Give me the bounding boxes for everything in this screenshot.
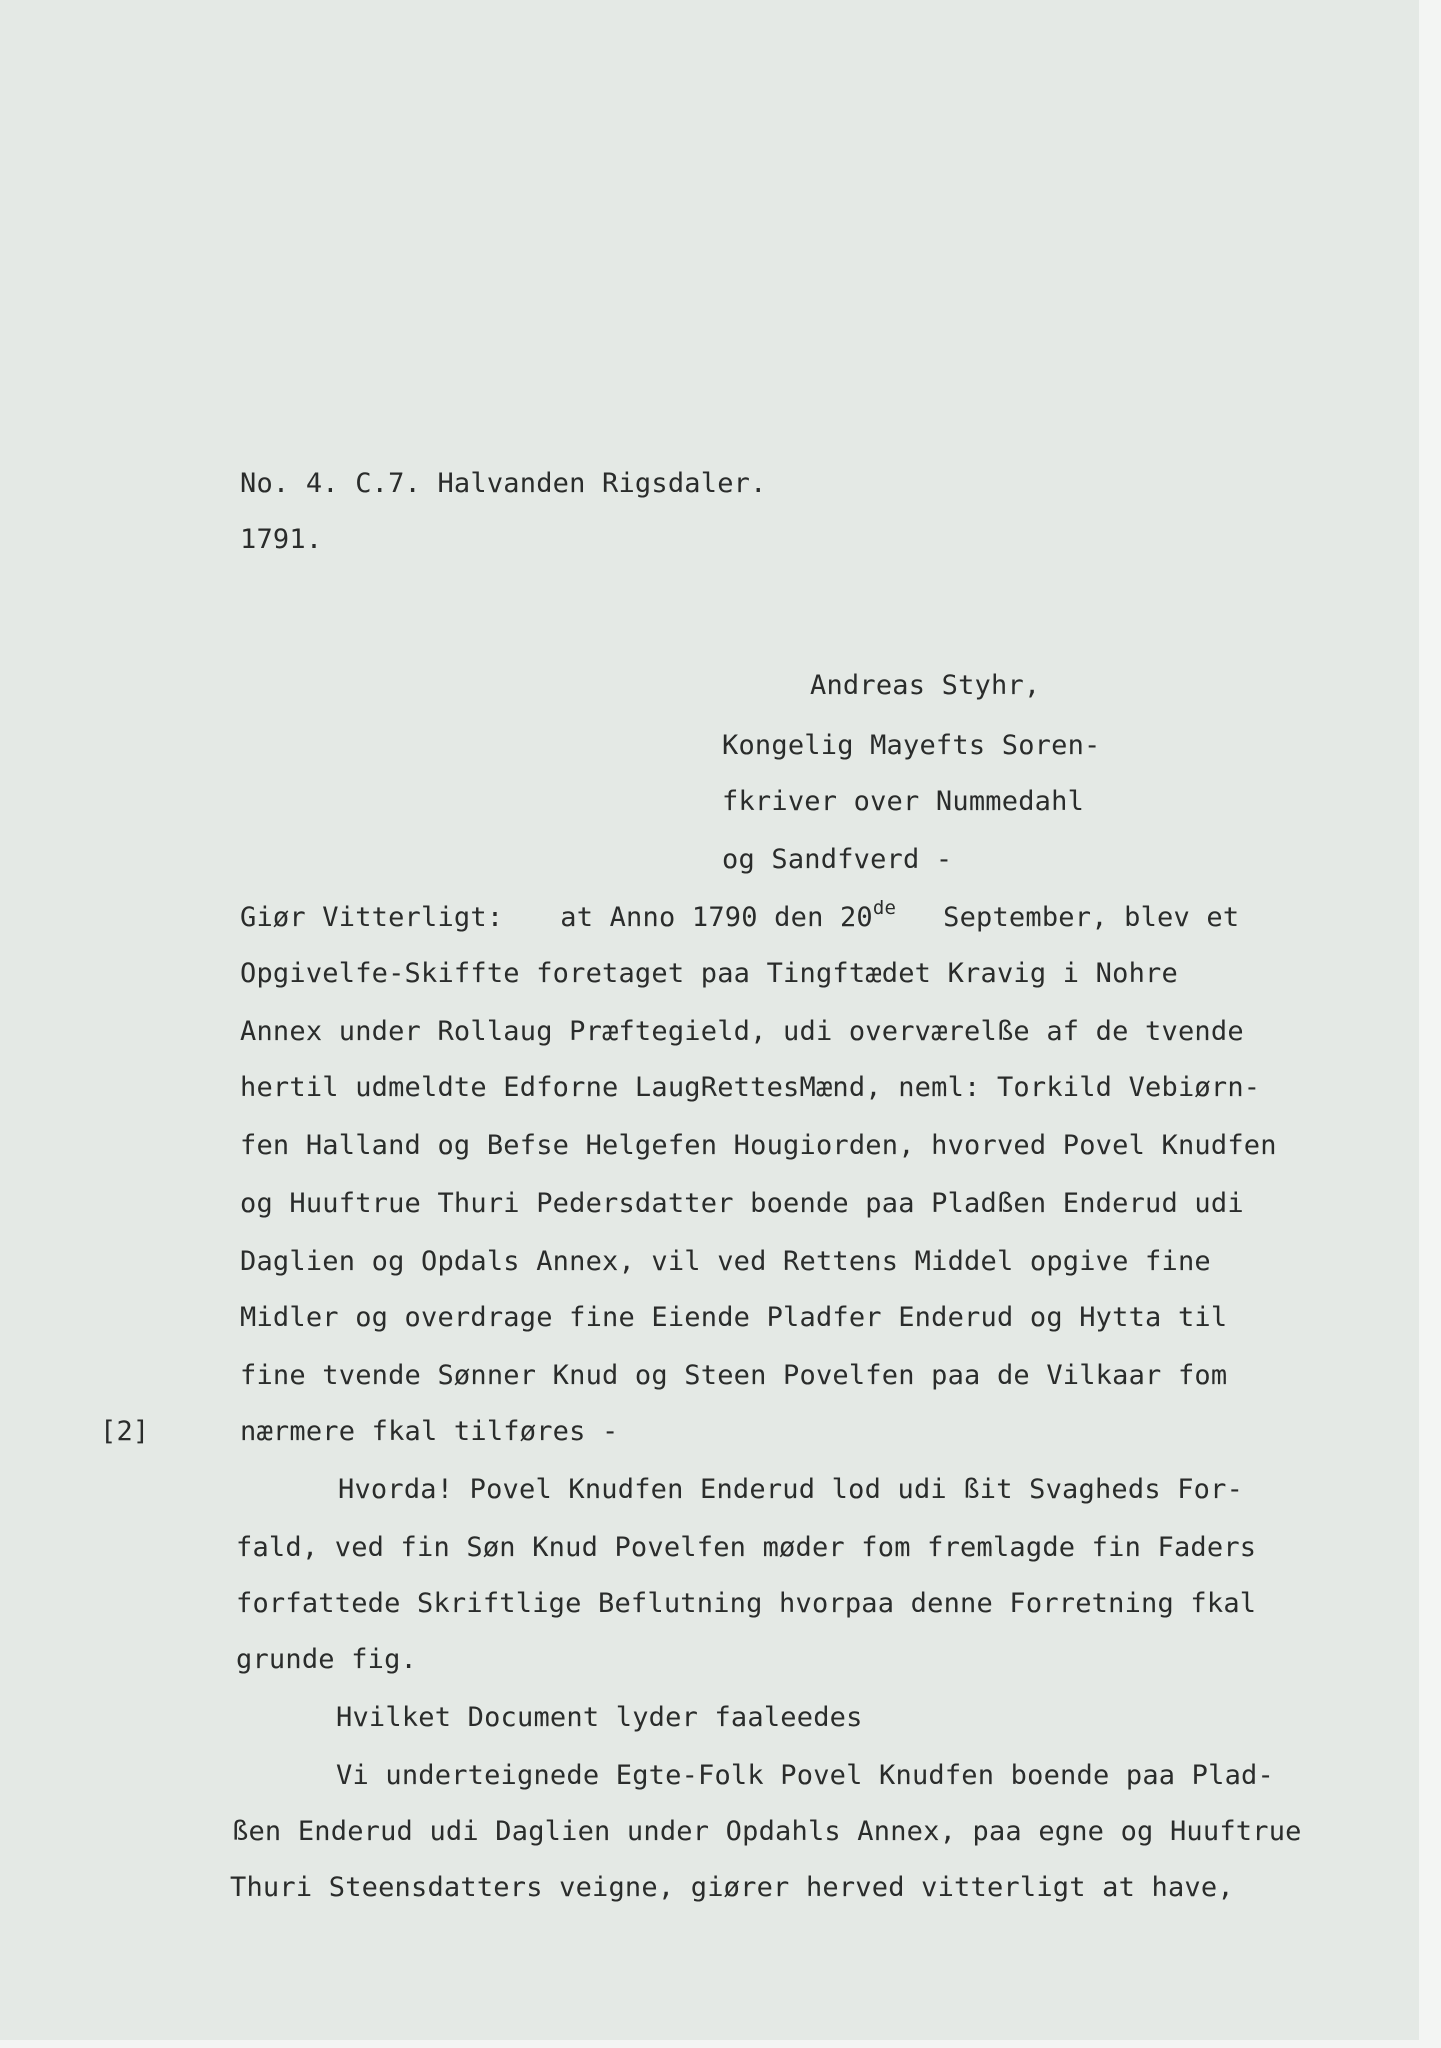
- paragraph-1-date: at Anno 1790 den 20: [560, 902, 873, 933]
- paragraph-2-line-1: Hvorda! Povel Knudfen Enderud lod udi ßit Svagheds For-: [338, 1474, 1244, 1505]
- address-line-1: Andreas Styhr,: [810, 670, 1041, 701]
- heading-line-1: No. 4. C.7. Halvanden Rigsdaler.: [240, 468, 767, 499]
- paragraph-1-line-1-end: September, blev et: [943, 902, 1240, 933]
- paragraph-1-opening: Giør Vitterligt:: [240, 902, 504, 933]
- address-line-3: fkriver over Nummedahl: [722, 786, 1085, 817]
- paragraph-1-line-7: Daglien og Opdals Annex, vil ved Rettens Middel opgive fine: [240, 1246, 1211, 1277]
- paragraph-1-line-3: Annex under Rollaug Præftegield, udi overværelße af de tvende: [240, 1016, 1244, 1047]
- address-line-2: Kongelig Mayefts Soren-: [722, 730, 1101, 761]
- heading-line-2: 1791.: [240, 524, 323, 555]
- margin-note: [2]: [100, 1416, 150, 1447]
- address-line-4: og Sandfverd -: [722, 844, 953, 875]
- paragraph-4-line-3: Thuri Steensdatters veigne, giører herved vitterligt at have,: [230, 1872, 1234, 1903]
- paragraph-1-line-10: nærmere fkal tilføres -: [240, 1416, 619, 1447]
- paragraph-1-line-4: hertil udmeldte Edforne LaugRettesMænd, neml: Torkild Vebiørn-: [240, 1072, 1261, 1103]
- paragraph-1-line-9: fine tvende Sønner Knud og Steen Povelfen paa de Vilkaar fom: [240, 1360, 1228, 1391]
- page-edge-right: [1419, 0, 1441, 2048]
- paragraph-4-line-2: ßen Enderud udi Daglien under Opdahls Annex, paa egne og Huuftrue: [232, 1816, 1302, 1847]
- paragraph-1-line-6: og Huuftrue Thuri Pedersdatter boende paa Pladßen Enderud udi: [240, 1188, 1244, 1219]
- paragraph-1-line-5: fen Halland og Befse Helgefen Hougiorden, hvorved Povel Knudfen: [240, 1130, 1277, 1161]
- paragraph-1-line-8: Midler og overdrage fine Eiende Pladfer Enderud og Hytta til: [240, 1302, 1228, 1333]
- paragraph-2-line-4: grunde fig.: [236, 1644, 418, 1675]
- page-edge-bottom: [0, 2040, 1441, 2048]
- paragraph-1-line-1: [240, 897, 1240, 936]
- paragraph-2-line-3: forfattede Skriftlige Beflutning hvorpaa denne Forretning fkal: [236, 1588, 1257, 1619]
- date-superscript: de: [872, 897, 897, 919]
- paragraph-4-line-1: Vi underteignede Egte-Folk Povel Knudfen boende paa Plad-: [336, 1760, 1274, 1791]
- paragraph-2-line-2: fald, ved fin Søn Knud Povelfen møder fom fremlagde fin Faders: [236, 1532, 1257, 1563]
- paragraph-3: Hvilket Document lyder faaleedes: [336, 1702, 863, 1733]
- paragraph-1-line-2: Opgivelfe-Skiffte foretaget paa Tingftædet Kravig i Nohre: [240, 958, 1178, 989]
